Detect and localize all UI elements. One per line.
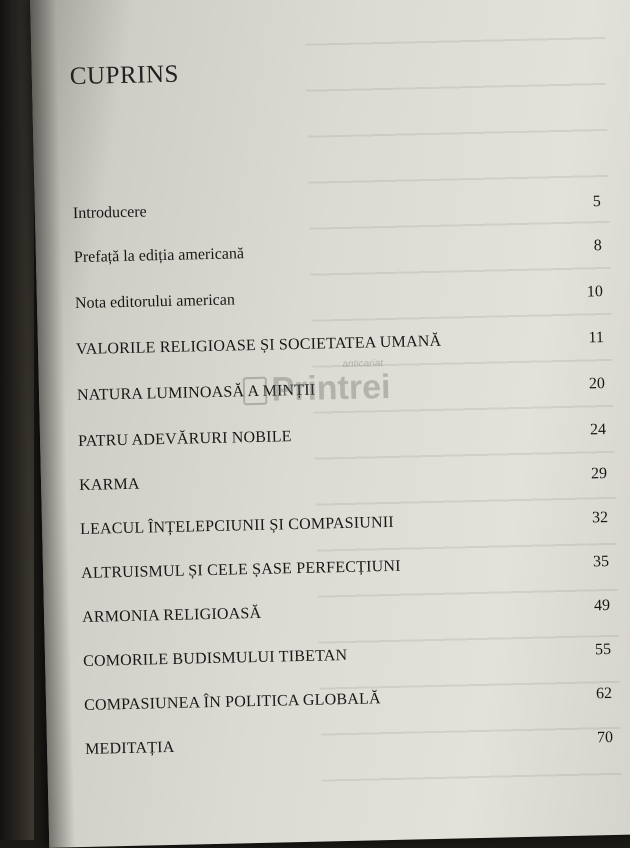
toc-entry [79, 465, 608, 507]
toc-entry-page: 62 [595, 684, 613, 703]
toc-entry-page: 49 [593, 597, 611, 615]
toc-entry-page: 55 [594, 640, 612, 659]
toc-entry [80, 509, 609, 551]
toc-entry-title: NATURA LUMINOASĂ A MINȚII [76, 381, 316, 405]
toc-entry-title: COMORILE BUDISMULUI TIBETAN [82, 646, 348, 670]
toc-entry-title: Prefață la ediția americană [73, 245, 245, 267]
toc-entry [82, 597, 611, 639]
toc-entry [81, 553, 610, 595]
toc-entry-title: PATRU ADEVĂRURI NOBILE [77, 428, 292, 451]
toc-entry-title: Introducere [72, 203, 147, 223]
toc-entry-title: LEACUL ÎNȚELEPCIUNII ȘI COMPASIUNII [79, 513, 395, 538]
toc-entry-page: 35 [592, 553, 610, 571]
toc-entry-title: KARMA [78, 475, 140, 495]
toc-entry [74, 237, 603, 279]
book-page [30, 0, 630, 848]
toc-entry-title: ARMONIA RELIGIOASĂ [81, 604, 262, 626]
toc-entry-page: 29 [590, 465, 608, 483]
toc-entry-page: 11 [588, 329, 605, 347]
toc-entry [78, 421, 607, 463]
toc-entry-page: 32 [591, 509, 609, 527]
toc-entry [73, 193, 602, 235]
toc-entry-page: 10 [586, 283, 604, 301]
toc-entry [84, 685, 613, 727]
toc-entry-title: COMPASIUNEA ÎN POLITICA GLOBALĂ [83, 690, 381, 714]
watermark-brand: Printrei [271, 367, 391, 409]
toc-entry-title: ALTRUISMUL ȘI CELE ȘASE PERFECȚIUNI [80, 557, 401, 582]
toc-entry-title: VALORILE RELIGIOASE ȘI SOCIETATEA UMANĂ [75, 332, 442, 359]
toc-entry-page: 5 [592, 193, 602, 211]
watermark [243, 358, 391, 410]
toc-entry-title: Nota editorului american [74, 291, 236, 313]
book-spine [0, 0, 34, 840]
toc-entry-page: 24 [589, 421, 607, 439]
toc-entry-page: 20 [588, 375, 606, 393]
watermark-logo-icon [243, 376, 268, 405]
toc-entry [85, 729, 614, 771]
toc-entry [76, 329, 605, 371]
page-title: CUPRINS [69, 60, 180, 91]
toc-entry-page: 70 [596, 728, 614, 747]
toc-entry [83, 641, 612, 683]
toc-entry-page: 8 [593, 237, 603, 255]
toc-entry [75, 283, 604, 325]
toc-entry-title: MEDITAȚIA [84, 738, 175, 758]
watermark-tagline: anticariat [342, 358, 384, 371]
